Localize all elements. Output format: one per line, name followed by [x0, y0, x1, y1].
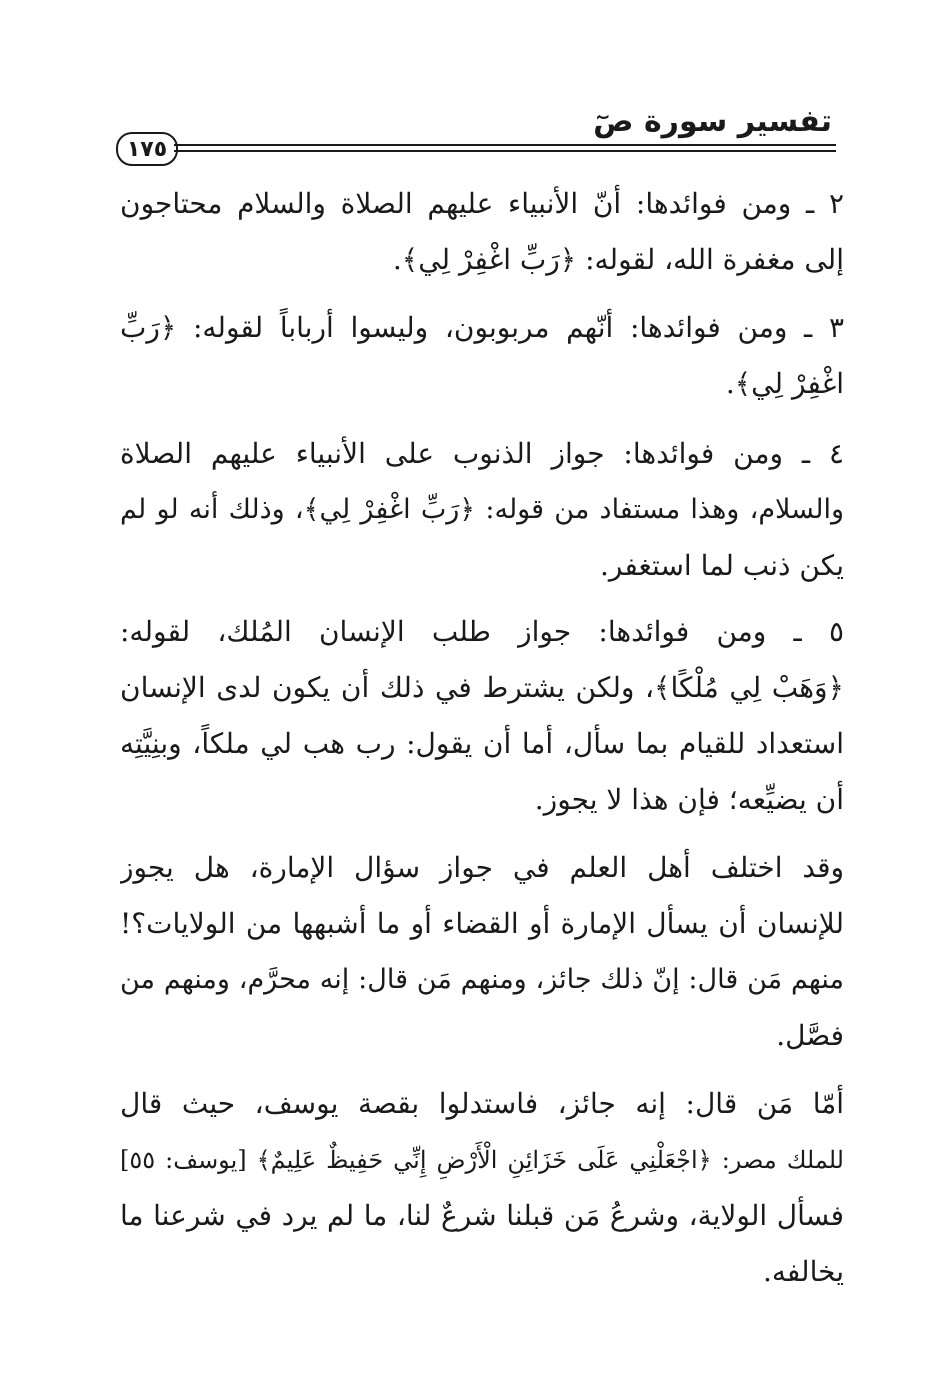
paragraph-benefit-4: [120, 426, 844, 594]
text-line: منهم مَن قال: إنّ ذلك جائز، ومنهم مَن قال: إنه محرَّم، ومنهم من: [120, 964, 844, 995]
paragraph-benefit-2: [120, 176, 844, 288]
paragraph-scholars-disagreement: [120, 840, 844, 1064]
page-number-badge: ١٧٥: [116, 132, 178, 166]
running-header-title: تفسير سورة صٓ: [593, 104, 832, 139]
text-line: ٣ ـ ومن فوائدها: أنّهم مربوبون، وليسوا أرباباً لقوله: ﴿رَبِّ: [120, 311, 844, 344]
text-line: والسلام، وهذا مستفاد من قوله: ﴿رَبِّ اغْفِرْ لِي﴾، وذلك أنه لو لم: [120, 494, 844, 525]
text-line: إلى مغفرة الله، لقوله: ﴿رَبِّ اغْفِرْ لِي﴾.: [392, 243, 844, 276]
text-line: فصَّل.: [776, 1019, 844, 1052]
header-rule-bottom: [174, 150, 836, 152]
paragraph-benefit-3: [120, 300, 844, 412]
text-line: للإنسان أن يسأل الإمارة أو القضاء أو ما أشبهها من الولايات؟!: [120, 907, 844, 940]
header-rule-top: [174, 144, 836, 146]
text-line: للملك مصر: ﴿اجْعَلْنِي عَلَى خَزَائِنِ الْأَرْضِ إِنِّي حَفِيظٌ عَلِيمٌ﴾ [يوسف: ٥٥]: [120, 1146, 844, 1174]
text-line: ٤ ـ ومن فوائدها: جواز الذنوب على الأنبياء عليهم الصلاة: [120, 437, 844, 470]
text-line: فسأل الولاية، وشرعُ مَن قبلنا شرعٌ لنا، ما لم يرد في شرعنا ما: [120, 1199, 844, 1232]
text-line: اغْفِرْ لِي﴾.: [725, 367, 844, 400]
text-line: ٥ ـ ومن فوائدها: جواز طلب الإنسان المُلك، لقوله:: [120, 615, 844, 648]
text-line: ﴿وَهَبْ لِي مُلْكًا﴾، ولكن يشترط في ذلك أن يكون لدى الإنسان: [120, 671, 844, 704]
text-line: وقد اختلف أهل العلم في جواز سؤال الإمارة، هل يجوز: [120, 851, 844, 884]
paragraph-benefit-5: [120, 604, 844, 828]
text-line: أن يضيِّعه؛ فإن هذا لا يجوز.: [534, 783, 844, 816]
text-line: ٢ ـ ومن فوائدها: أنّ الأنبياء عليهم الصلاة والسلام محتاجون: [120, 187, 844, 220]
text-line: يكن ذنب لما استغفر.: [600, 549, 844, 582]
text-line: يخالفه.: [762, 1255, 844, 1288]
text-line: استعداد للقيام بما سأل، أما أن يقول: رب هب لي ملكاً، وبنِيَّتِه: [120, 727, 844, 760]
paragraph-permissibility-argument: [120, 1076, 844, 1300]
text-line: أمّا مَن قال: إنه جائز، فاستدلوا بقصة يوسف، حيث قال: [120, 1087, 844, 1120]
